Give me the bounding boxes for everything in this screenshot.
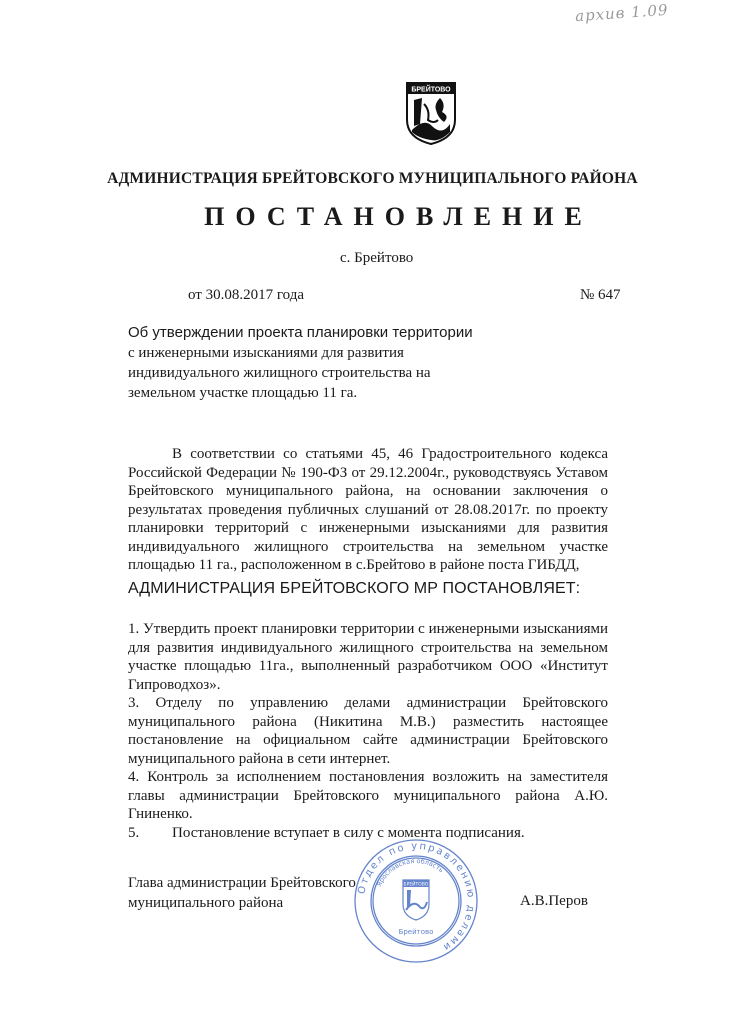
coat-of-arms-emblem xyxy=(404,80,458,146)
item-text: Постановление вступает в силу с момента подписания. xyxy=(172,824,525,841)
subject-line: с инженерными изысканиями для развития xyxy=(128,345,404,361)
resolution-item: 3. Отделу по управлению делами администрации Брейтовского муниципального района (Никитина М.В.) разместить настоящее постановление на официальном сайте администрации Брейтовского муниципального района в сети интернет. xyxy=(128,695,608,767)
subject-line: земельном участке площадью 11 га. xyxy=(128,385,358,401)
subject-line: Об утверждении проекта планировки территории xyxy=(128,324,473,341)
handwritten-note: архив 1.09 xyxy=(574,0,670,26)
resolution-items xyxy=(128,620,608,842)
position-line: Глава администрации Брейтовского xyxy=(128,875,356,891)
document-subject xyxy=(128,323,528,403)
organization-name: АДМИНИСТРАЦИЯ БРЕЙТОВСКОГО МУНИЦИПАЛЬНОГО РАЙОНА xyxy=(107,170,638,187)
stamp-bottom-text: Брейтово xyxy=(398,928,434,936)
issue-place: с. Брейтово xyxy=(340,250,414,266)
issue-date: от 30.08.2017 года xyxy=(188,287,304,303)
document-number: № 647 xyxy=(580,287,621,303)
stamp-inner-text: Ярославская область xyxy=(375,856,446,888)
item-number: 5. xyxy=(128,824,140,841)
preamble-paragraph: В соответствии со статьями 45, 46 Градостроительного кодекса Российской Федерации № 190-ФЗ от 29.12.2004г., руководствуясь Уставом Брейтовского муниципального района, на основании заключения о результатах проведения публичных слушаний от 28.08.2017г. по проекту планировки территорий с инженерными изысканиями для развития индивидуального жилищного строительства на земельном участке площадью 11 га., расположенном в с.Брейтово в районе поста ГИБДД, xyxy=(128,446,608,573)
stamp-outer-text: Отдел по управлению делами xyxy=(356,840,477,954)
emblem-caption: БРЕЙТОВО xyxy=(411,86,451,94)
document-title: ПОСТАНОВЛЕНИЕ xyxy=(204,202,593,231)
signatory-name: А.В.Перов xyxy=(520,893,588,909)
resolution-item: 1. Утвердить проект планировки территории с инженерными изысканиями для развития индивидуального жилищного строительства на земельном участке площадью 11га., выполненный разработчиком ООО «Институт Гипроводхоз». xyxy=(128,621,608,693)
position-line: муниципального района xyxy=(128,895,284,911)
subject-line: индивидуального жилищного строительства на xyxy=(128,365,431,381)
resolution-item: 4. Контроль за исполнением постановления возложить на заместителя главы администрации Брейтовского муниципального района А.Ю. Гниненко. xyxy=(128,769,608,822)
official-stamp xyxy=(353,838,479,964)
resolves-heading: АДМИНИСТРАЦИЯ БРЕЙТОВСКОГО МР ПОСТАНОВЛЯЕТ: xyxy=(128,580,581,597)
signatory-position xyxy=(128,873,356,913)
stamp-center-caption: БРЕЙТОВО xyxy=(403,882,429,888)
